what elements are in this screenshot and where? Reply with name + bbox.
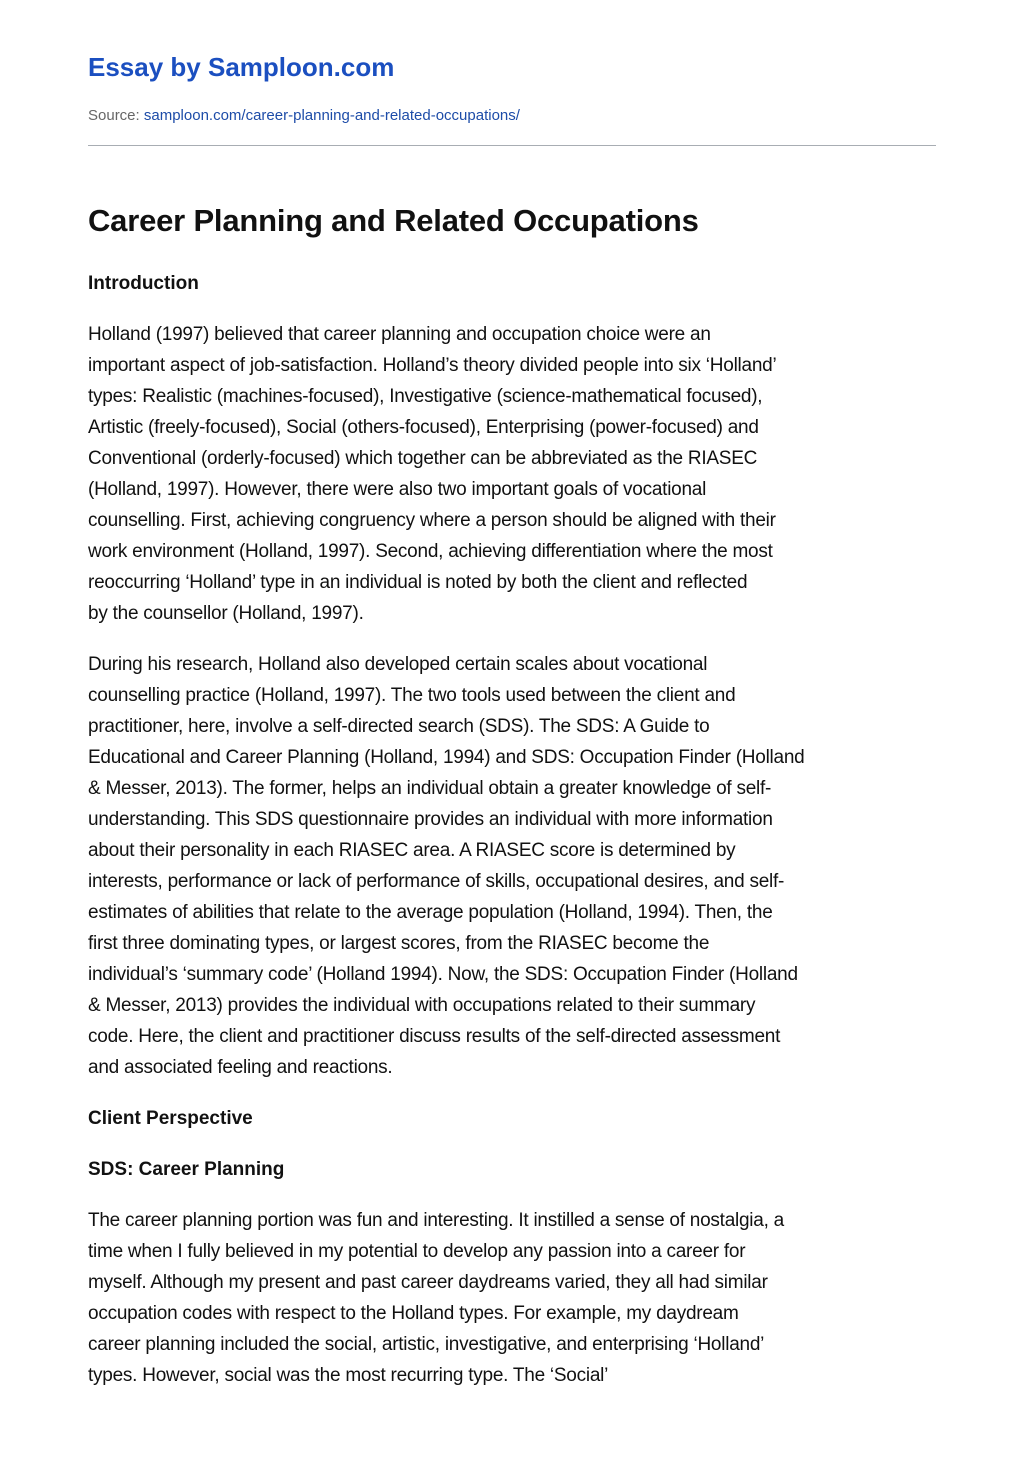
text-line: estimates of abilities that relate to the average population (Holland, 1994). Then, the <box>88 902 773 923</box>
paragraph <box>88 1205 784 1391</box>
page-title: Career Planning and Related Occupations <box>88 203 699 238</box>
text-line: first three dominating types, or largest scores, from the RIASEC become the <box>88 933 710 954</box>
text-line: occupation codes with respect to the Holland types. For example, my daydream <box>88 1303 739 1324</box>
text-line: types. However, social was the most recurring type. The ‘Social’ <box>88 1365 609 1386</box>
text-line: individual’s ‘summary code’ (Holland 1994). Now, the SDS: Occupation Finder (Holland <box>88 964 798 985</box>
section-heading-introduction: Introduction <box>88 273 199 294</box>
text-line: Artistic (freely-focused), Social (others-focused), Enterprising (power-focused) and <box>88 417 759 438</box>
text-line: understanding. This SDS questionnaire provides an individual with more information <box>88 809 773 830</box>
paragraph <box>88 319 776 629</box>
text-line: counselling. First, achieving congruency where a person should be aligned with their <box>88 510 776 531</box>
text-line: Conventional (orderly-focused) which together can be abbreviated as the RIASEC <box>88 448 758 469</box>
source-line <box>88 107 520 124</box>
text-line: career planning included the social, artistic, investigative, and enterprising ‘Holland’ <box>88 1334 765 1355</box>
source-link[interactable]: samploon.com/career-planning-and-related-occupations/ <box>143 107 520 124</box>
divider <box>88 145 936 146</box>
text-line: myself. Although my present and past career daydreams varied, they all had similar <box>88 1272 768 1293</box>
text-line: During his research, Holland also developed certain scales about vocational <box>88 654 708 675</box>
section-heading-sds-career-planning: SDS: Career Planning <box>88 1159 285 1180</box>
brand-title[interactable]: Essay by Samploon.com <box>88 52 395 82</box>
text-line: reoccurring ‘Holland’ type in an individual is noted by both the client and reflected <box>88 572 748 593</box>
text-line: Educational and Career Planning (Holland, 1994) and SDS: Occupation Finder (Holland <box>88 747 805 768</box>
source-label: Source: <box>88 107 140 124</box>
text-line: by the counsellor (Holland, 1997). <box>88 603 364 624</box>
text-line: & Messer, 2013). The former, helps an individual obtain a greater knowledge of self- <box>88 778 772 799</box>
text-line: and associated feeling and reactions. <box>88 1057 393 1078</box>
text-line: Holland (1997) believed that career planning and occupation choice were an <box>88 324 711 345</box>
text-line: practitioner, here, involve a self-directed search (SDS). The SDS: A Guide to <box>88 716 710 737</box>
section-heading-client-perspective: Client Perspective <box>88 1108 253 1129</box>
text-line: The career planning portion was fun and interesting. It instilled a sense of nostalgia, a <box>88 1210 784 1231</box>
text-line: time when I fully believed in my potential to develop any passion into a career for <box>88 1241 746 1262</box>
text-line: types: Realistic (machines-focused), Investigative (science-mathematical focused), <box>88 386 763 407</box>
text-line: interests, performance or lack of performance of skills, occupational desires, and self- <box>88 871 785 892</box>
text-line: counselling practice (Holland, 1997). The two tools used between the client and <box>88 685 736 706</box>
text-line: about their personality in each RIASEC area. A RIASEC score is determined by <box>88 840 736 861</box>
text-line: & Messer, 2013) provides the individual with occupations related to their summary <box>88 995 756 1016</box>
paragraph <box>88 649 804 1083</box>
text-line: (Holland, 1997). However, there were also two important goals of vocational <box>88 479 707 500</box>
text-line: code. Here, the client and practitioner discuss results of the self-directed assessment <box>88 1026 781 1047</box>
text-line: important aspect of job-satisfaction. Holland’s theory divided people into six ‘Holland’ <box>88 355 777 376</box>
text-line: work environment (Holland, 1997). Second, achieving differentiation where the most <box>88 541 773 562</box>
